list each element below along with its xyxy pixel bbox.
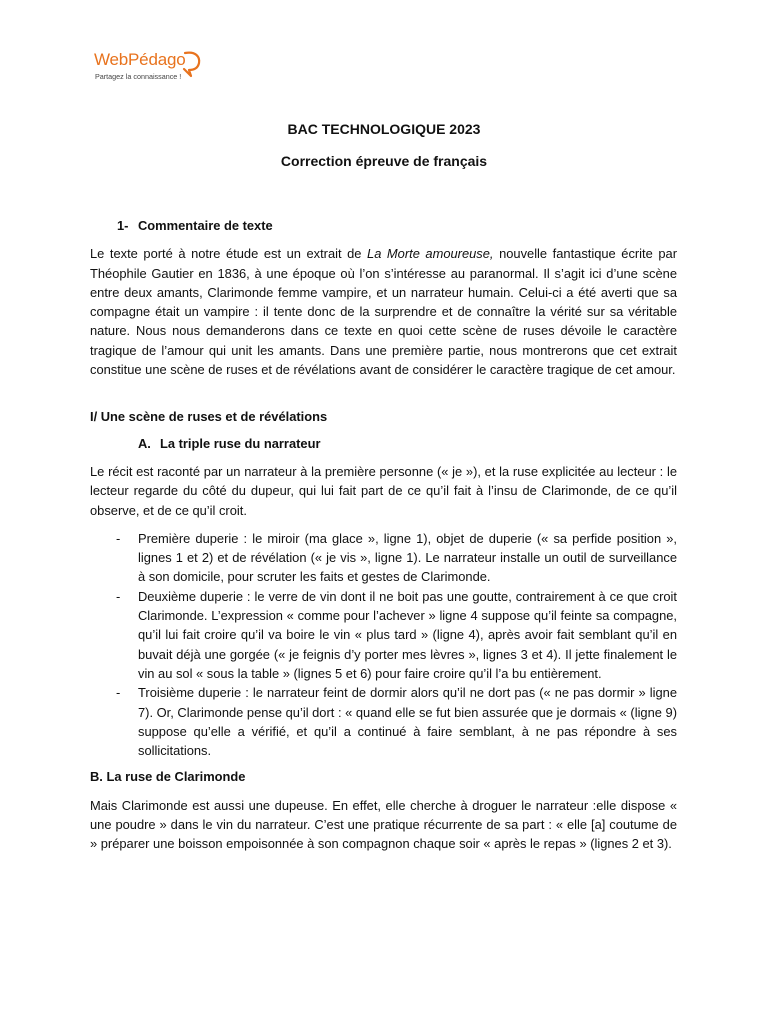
duperie-list xyxy=(90,529,677,761)
logo-tagline: Partagez la connaissance ! xyxy=(95,72,182,81)
dash-marker: - xyxy=(116,530,121,546)
webpedago-logo xyxy=(94,48,204,84)
subheading-number: A. xyxy=(138,435,151,451)
list-item-text: Deuxième duperie : le verre de vin dont il ne boit pas une goutte, contrairement à ce que croit Clarimonde. L’expression « comme pour l’achever » ligne 4 suppose qu’il feinte sa compagne, qu’il lui fait croire qu’il va boire le vin « plus tard » (ligne 4), après avoir fait semblant qu’il en buvait déjà une gorgée (« je feignis d’y porter mes lèvres », lignes 3 et 4). Il jette finalement le vin au sol « sous la table » (lignes 5 et 6) pour faire croire qu’il l’a bu entièrement. xyxy=(138,588,677,681)
document-body xyxy=(90,216,677,854)
subheading-label: La triple ruse du narrateur xyxy=(160,435,321,451)
speech-bubble-icon xyxy=(182,50,202,78)
subheading-a xyxy=(138,434,677,453)
section-heading-commentaire xyxy=(117,216,677,235)
work-title: La Morte amoureuse, xyxy=(367,246,494,262)
list-item-text: Troisième duperie : le narrateur feint de dormir alors qu’il ne dort pas (« ne pas dormir » ligne 7). Or, Clarimonde pense qu’il dort : « quand elle se fut bien assurée que je dormais « (ligne 9) suppose qu’elle a vérifié, et qu’il a continué à faire semblant, à ne pas répondre à ses sollicitations. xyxy=(138,685,677,759)
list-item xyxy=(90,683,677,760)
dash-marker: - xyxy=(116,588,121,604)
list-item xyxy=(90,587,677,683)
document-subtitle: Correction épreuve de français xyxy=(280,153,488,169)
dash-marker: - xyxy=(116,685,121,701)
subheading-b: B. La ruse de Clarimonde xyxy=(90,769,246,785)
list-item-text: Première duperie : le miroir (ma glace », ligne 1), objet de duperie (« sa perfide position », lignes 1 et 2) et de révélation (« je vis », ligne 1). Le narrateur installe un outil de surveillance à son domicile, pour scruter les faits et gestes de Clarimonde. xyxy=(138,530,677,585)
list-item xyxy=(90,529,677,587)
paragraph-b: Mais Clarimonde est aussi une dupeuse. En effet, elle cherche à droguer le narrateur :elle dispose « une poudre » dans le vin du narrateur. C’est une pratique récurrente de sa part : « elle [a] coutume de » préparer une boisson empoisonnée à son compagnon chaque soir « après le repas » (lignes 2 et 3). xyxy=(90,797,677,852)
section-label: Commentaire de texte xyxy=(138,218,273,233)
document-title: BAC TECHNOLOGIQUE 2023 xyxy=(287,121,481,137)
logo-wordmark: WebPédago xyxy=(94,50,186,69)
paragraph-a: Le récit est raconté par un narrateur à la première personne (« je »), et la ruse explicitée au lecteur : le lecteur regarde du côté du dupeur, qui lui fait part de ce qu’il fait à l’insu de Clarimonde, de ce qu’il observe, et de ce qu’il croit. xyxy=(90,463,677,518)
part-heading-ruses: I/ Une scène de ruses et de révélations xyxy=(90,409,328,425)
intro-paragraph: Le texte porté à notre étude est un extrait de La Morte amoureuse, nouvelle fantastique écrite par Théophile Gautier en 1836, à une époque où l’on s’intéresse au paranormal. Il s’agit ici d’une scène entre deux amants, Clarimonde femme vampire, et un narrateur humain. Celui-ci a été averti que sa compagne était un vampire : il tente donc de la surprendre et de connaître la vérité sur sa véritable nature. Nous nous demanderons dans ce texte en quoi cette scène de ruses dévoile le caractère tragique de l’amour qui unit les amants. Dans une première partie, nous montrerons que cet extrait constitue une scène de ruses et de révélations avant de considérer le caractère tragique de cet amour. xyxy=(90,246,677,378)
section-number: 1- xyxy=(117,218,129,233)
